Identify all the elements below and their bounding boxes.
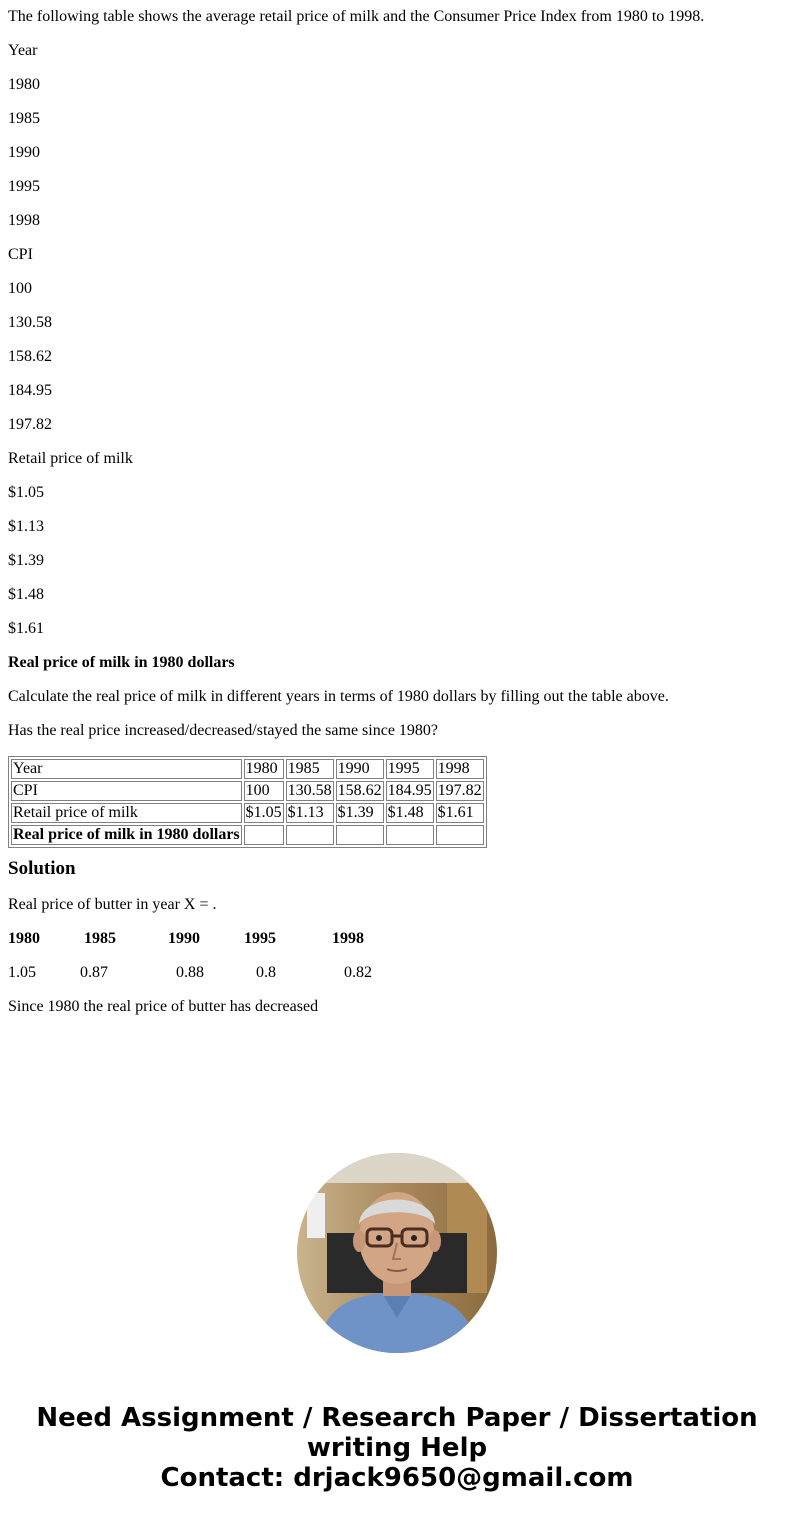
year-item: 1998 <box>8 212 40 229</box>
table-cell: 158.62 <box>337 782 382 799</box>
table-row <box>11 759 484 779</box>
solution-values-row <box>8 956 786 990</box>
solution-years-row <box>8 922 786 956</box>
year-item: 1990 <box>8 144 40 161</box>
real-price-label: Real price of milk in 1980 dollars <box>8 654 235 671</box>
promo-line: writing Help <box>306 1433 488 1463</box>
row-header: Real price of milk in 1980 dollars <box>13 826 240 843</box>
solution-formula: Real price of butter in year X = . <box>8 896 217 913</box>
document-body <box>8 0 786 1024</box>
retail-item: $1.13 <box>8 518 44 535</box>
table-cell: $1.05 <box>245 804 282 821</box>
table-row <box>11 803 484 823</box>
table-cell: $1.61 <box>436 803 484 823</box>
solution-value: 1.05 <box>8 964 36 981</box>
solution-year: 1995 <box>244 930 276 947</box>
empty-table-cell <box>336 825 384 845</box>
cpi-label: CPI <box>8 246 33 263</box>
solution-value: 0.87 <box>80 964 108 981</box>
cpi-item: 197.82 <box>8 416 52 433</box>
table-cell: 184.95 <box>387 782 432 799</box>
solution-value: 0.8 <box>256 964 276 981</box>
question-calculate: Calculate the real price of milk in different years in terms of 1980 dollars by filling out the table above. <box>8 688 669 705</box>
solution-value: 0.88 <box>176 964 204 981</box>
table-cell: 1985 <box>286 759 334 779</box>
empty-table-cell <box>386 825 434 845</box>
solution-heading: Solution <box>8 858 76 879</box>
table-cell: 130.58 <box>287 782 332 799</box>
empty-table-cell <box>244 825 284 845</box>
promo-line: Need Assignment / Research Paper / Dissertation <box>36 1403 758 1433</box>
solution-value: 0.82 <box>344 964 372 981</box>
promo-contact: Contact: drjack9650@gmail.com <box>160 1463 634 1493</box>
retail-item: $1.05 <box>8 484 44 501</box>
table-cell: 1980 <box>244 759 284 779</box>
table-row <box>11 781 484 801</box>
question-trend: Has the real price increased/decreased/stayed the same since 1980? <box>8 722 439 739</box>
table-cell: 1990 <box>336 759 384 779</box>
table-cell: 1998 <box>436 759 484 779</box>
cpi-item: 158.62 <box>8 348 52 365</box>
year-item: 1980 <box>8 76 40 93</box>
table-row <box>11 825 484 845</box>
solution-year: 1990 <box>168 930 200 947</box>
intro-text: The following table shows the average retail price of milk and the Consumer Price Index from 1980 to 1998. <box>8 8 705 25</box>
price-table <box>8 756 487 848</box>
year-item: 1985 <box>8 110 40 127</box>
year-label: Year <box>8 42 38 59</box>
year-item: 1995 <box>8 178 40 195</box>
table-cell: 197.82 <box>437 782 482 799</box>
cpi-item: 100 <box>8 280 32 297</box>
table-cell: $1.13 <box>286 803 334 823</box>
retail-label: Retail price of milk <box>8 450 133 467</box>
empty-table-cell <box>436 825 484 845</box>
solution-year: 1998 <box>332 930 364 947</box>
table-cell: 100 <box>244 781 284 801</box>
retail-item: $1.39 <box>8 552 44 569</box>
retail-item: $1.61 <box>8 620 44 637</box>
row-header: Retail price of milk <box>11 803 242 823</box>
table-cell: $1.39 <box>336 803 384 823</box>
solution-conclusion: Since 1980 the real price of butter has decreased <box>8 998 319 1015</box>
cpi-item: 130.58 <box>8 314 52 331</box>
table-cell: $1.48 <box>386 803 434 823</box>
retail-item: $1.48 <box>8 586 44 603</box>
author-avatar <box>297 1153 497 1353</box>
solution-year: 1980 <box>8 930 40 947</box>
row-header: Year <box>11 759 242 779</box>
row-header: CPI <box>11 781 242 801</box>
promo-banner <box>0 1403 794 1493</box>
empty-table-cell <box>286 825 334 845</box>
solution-year: 1985 <box>84 930 116 947</box>
cpi-item: 184.95 <box>8 382 52 399</box>
table-cell: 1995 <box>386 759 434 779</box>
